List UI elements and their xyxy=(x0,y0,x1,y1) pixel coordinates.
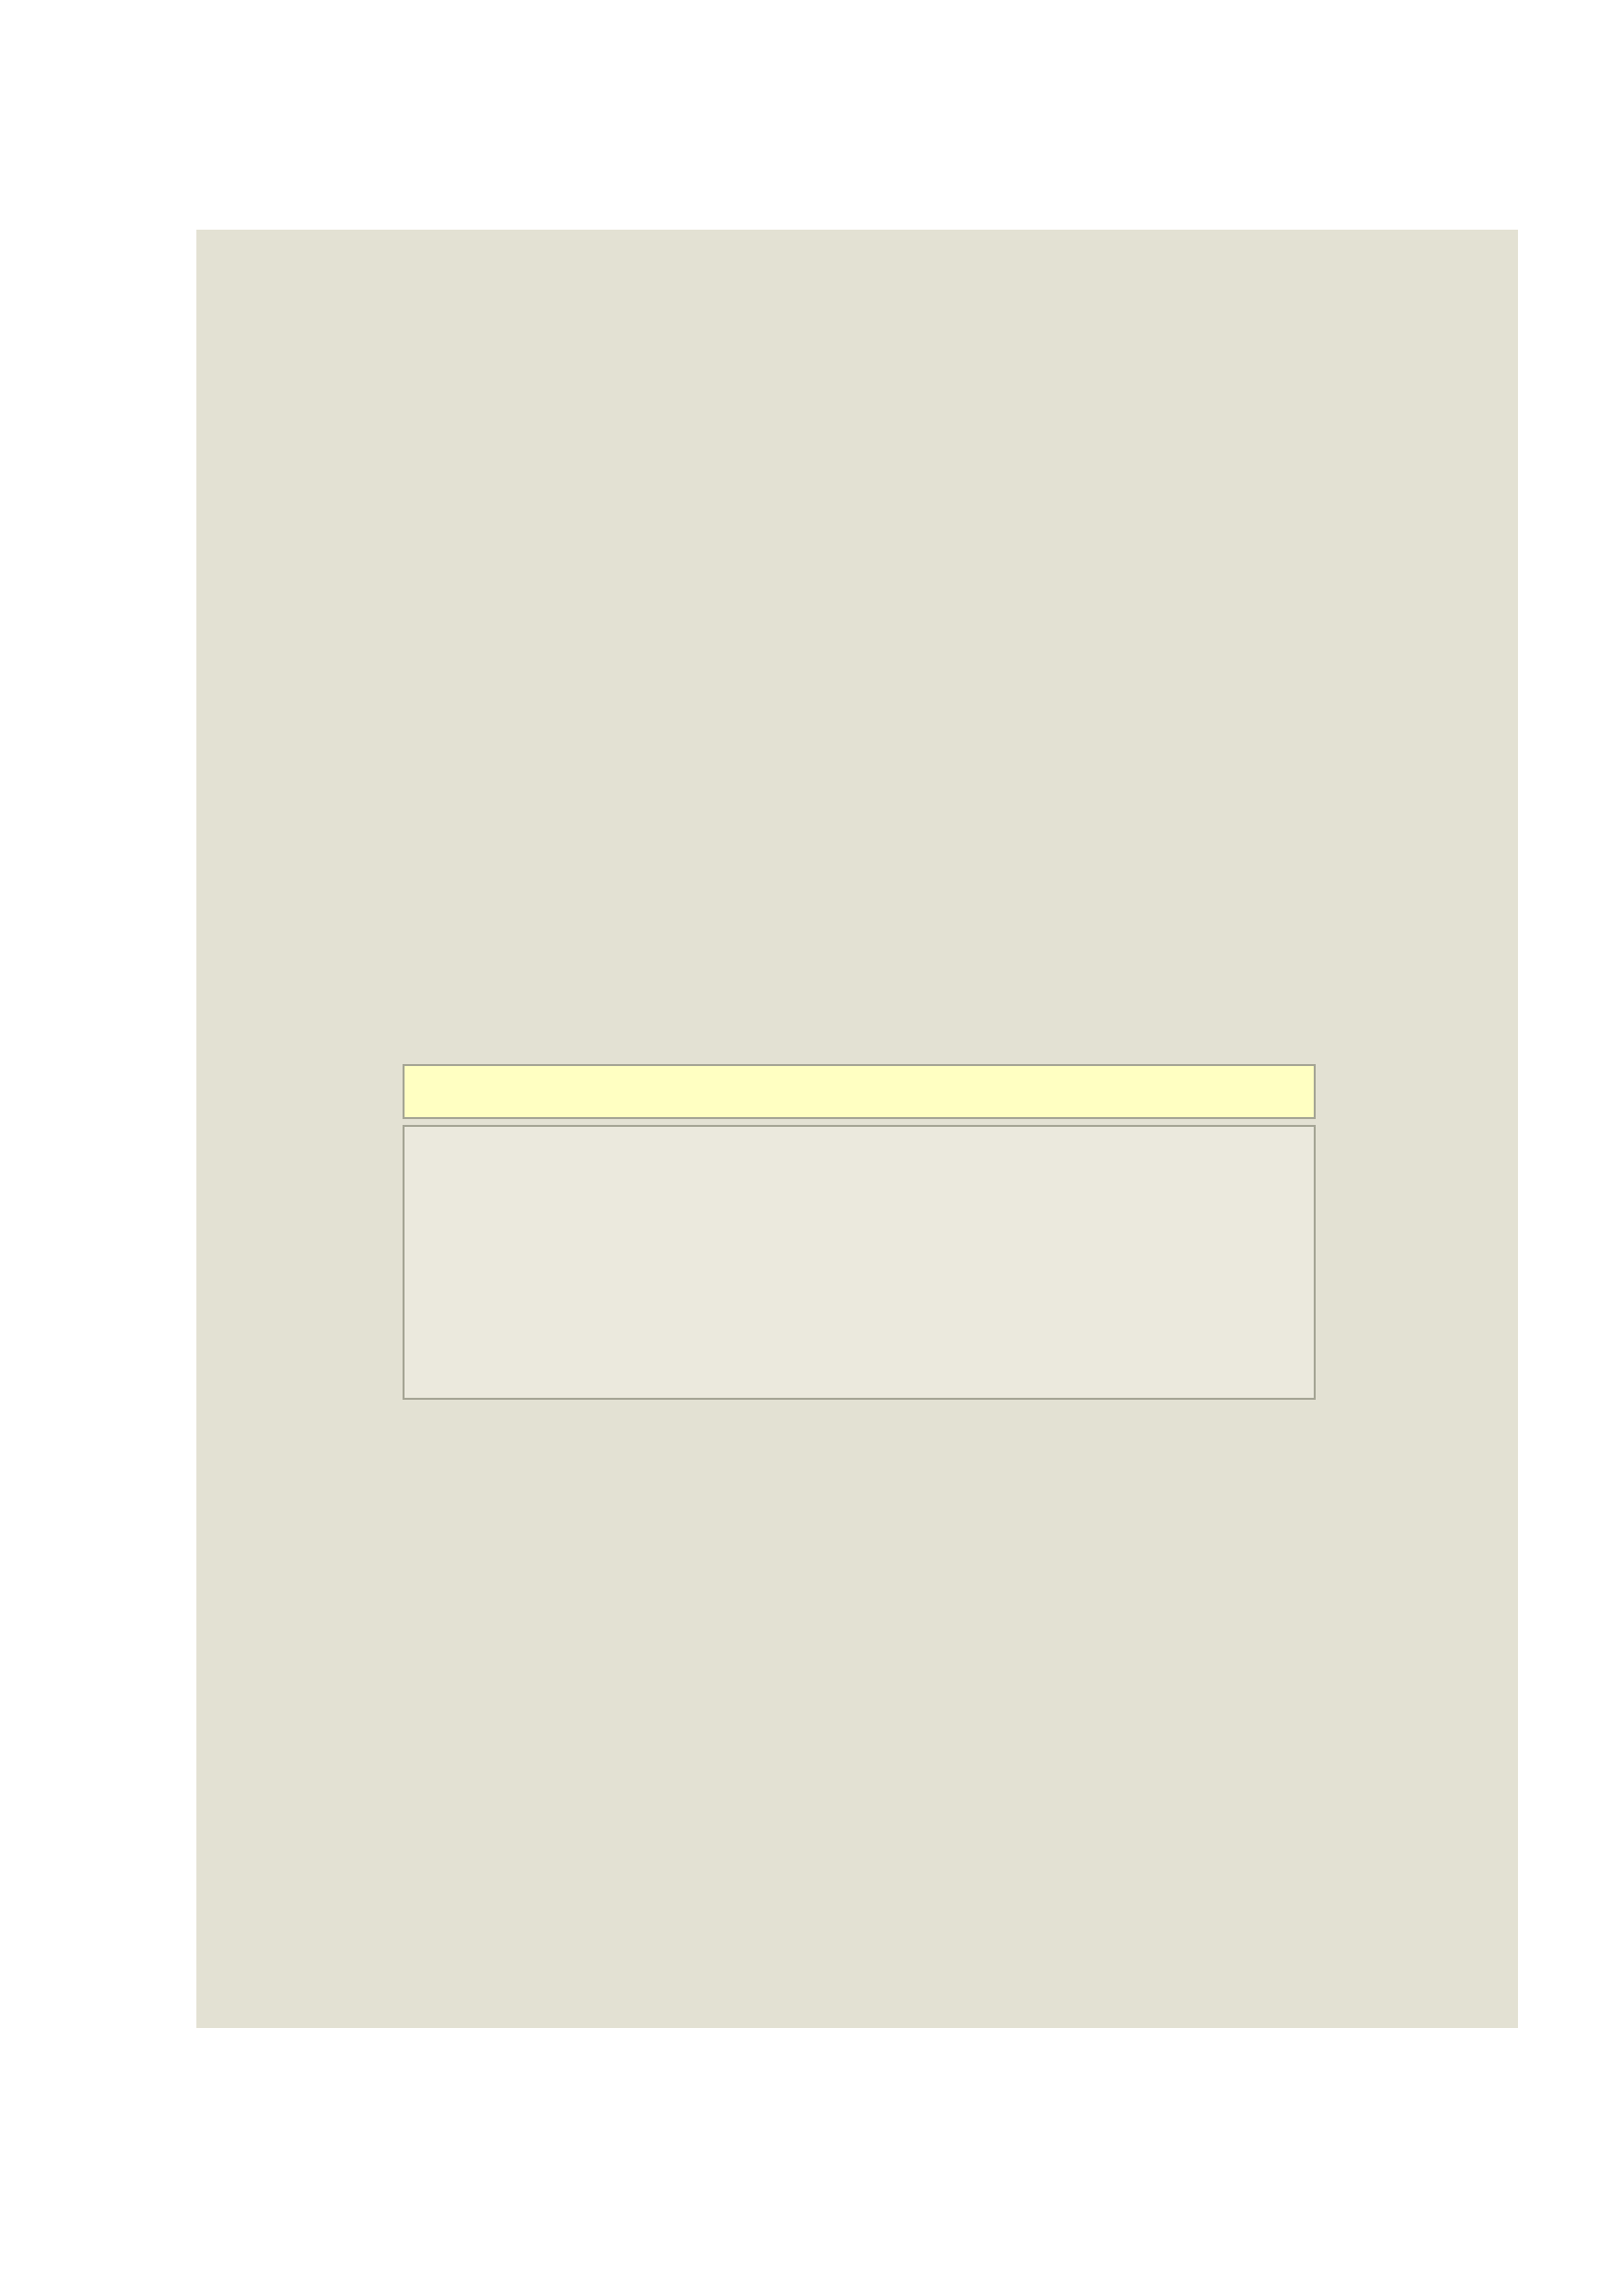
example-box-title xyxy=(403,1064,1316,1119)
example-box-body xyxy=(403,1125,1316,1400)
document-panel xyxy=(196,230,1518,2028)
